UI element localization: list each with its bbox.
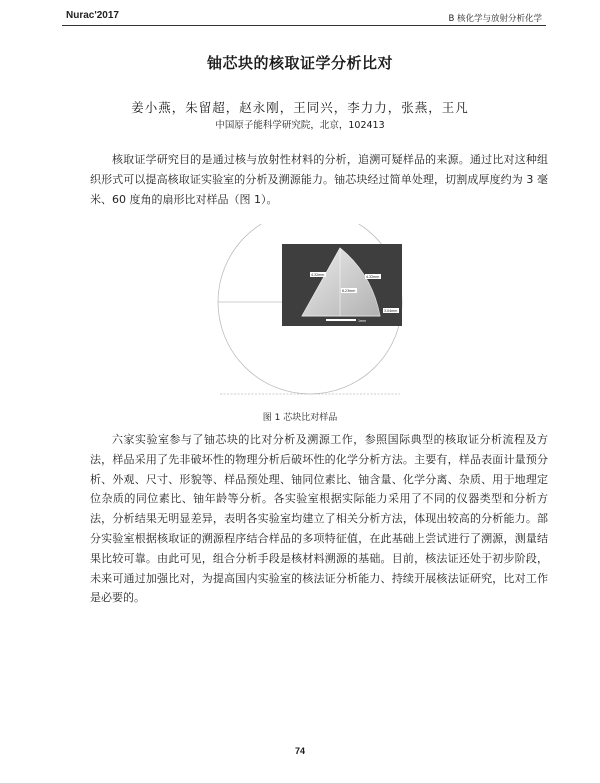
scale-bar: [326, 319, 356, 321]
paragraph-intro: 核取证学研究目的是通过核与放射性材料的分析，追溯可疑样品的来源。通过比对这种组织形式可以提高核取证实验室的分析及溯源能力。铀芯块经过简单处理，切割成厚度约为 3 毫米、60 度角的扇形比对样品（图 1）。: [90, 153, 548, 206]
paragraph-body: 六家实验室参与了铀芯块的比对分析及溯源工作，参照国际典型的核取证分析流程及方法，样品采用了先非破坏性的物理分析后破坏性的化学分析方法。主要有，样品表面计量预分析、外观、尺寸、形貌等、样品预处理、铀同位素比、铀含量、化学分离、杂质、用于地理定位杂质的同位素比、铀年龄等分析。各实验室根据实际能力采用了不同的仪器类型和分析方法，分析结果无明显差异，表明各实验室均建立了相关分析方法，体现出较高的分析能力。部分实验室根据核取证的溯源程序结合样品的多项特征值，在此基础上尝试进行了溯源，测量结果比较可靠。由此可见，组合分析手段是核材料溯源的基础。目前，核法证还处于初步阶段，未来可通过加强比对，为提高国内实验室的核法证分析能力、持续开展核法证研究，比对工作是必要的。: [90, 433, 548, 605]
scale-label: 1mm: [358, 319, 367, 323]
author-list: 姜小燕，朱留超，赵永刚，王同兴，李力力，张燕，王凡: [131, 100, 469, 115]
sector-sample-diagram: [210, 224, 410, 404]
header-rule: [62, 25, 546, 26]
label-bottom-right: 3.04mm: [384, 309, 398, 313]
label-right: 4.32mm: [366, 275, 380, 279]
article-title: 铀芯块的核取证学分析比对: [206, 54, 393, 72]
running-header-right: B 核化学与放射分析化学: [448, 14, 542, 24]
figure-caption: 图 1 芯块比对样品: [262, 413, 338, 423]
label-left: 4.32mm: [311, 273, 325, 277]
affiliation: 中国原子能科学研究院，北京，102413: [215, 120, 385, 131]
label-center: 6.23mm: [342, 289, 356, 293]
figure-sample-photo: [210, 224, 410, 404]
running-header-left: Nurac'2017: [66, 10, 119, 21]
page-number: 74: [294, 746, 305, 756]
